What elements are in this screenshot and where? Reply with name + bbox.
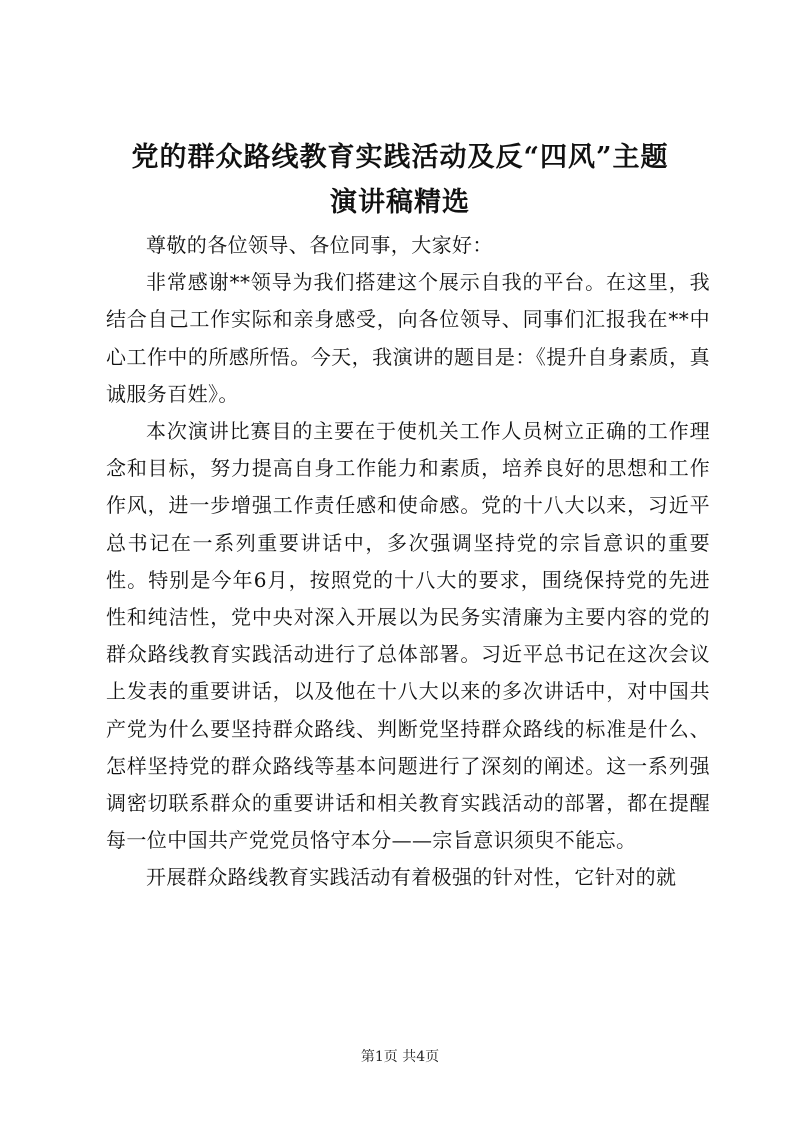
document-title-line-2: 演讲稿精选 [330, 187, 470, 218]
paragraph-greeting: 尊敬的各位领导、各位同事，大家好： [146, 233, 493, 257]
paragraph-continuation: 开展群众路线教育实践活动有着极强的针对性，它针对的就 [146, 865, 677, 890]
paragraph-main: 本次演讲比赛目的主要在于使机关工作人员树立正确的工作理念和目标，努力提高自身工作能力和素质，培养良好的思想和工作作风，进一步增强工作责任感和使命感。党的十八大以来，习近平总书记在一系列重要讲话中，多次强调坚持党的宗旨意识的重要性。特别是今年6月，按照党的十八大的要求，围绕保持党的先进性和纯洁性，党中央对深入开展以为民务实清廉为主要内容的党的群众路线教育实践活动进行了总体部署。习近平总书记在这次会议上发表的重要讲话，以及他在十八大以来的多次讲话中，对中国共产党为什么要坚持群众路线、判断党坚持群众路线的标准是什么、怎样坚持党的群众路线等基本问题进行了深刻的阐述。这一系列强调密切联系群众的重要讲话和相关教育实践活动的部署，都在提醒每一位中国共产党党员恪守本分——宗旨意识须臾不能忘。 [106, 419, 710, 853]
document-title-line-1: 党的群众路线教育实践活动及反“四风”主题 [131, 142, 669, 173]
page-footer: 第1页 共4页 [360, 1049, 440, 1065]
document-body [106, 227, 710, 897]
paragraph-introduction: 非常感谢**领导为我们搭建这个展示自我的平台。在这里，我结合自己工作实际和亲身感受，向各位领导、同事们汇报我在**中心工作中的所感所悟。今天，我演讲的题目是：《提升自身素质，真诚服务百姓》。 [106, 270, 710, 406]
